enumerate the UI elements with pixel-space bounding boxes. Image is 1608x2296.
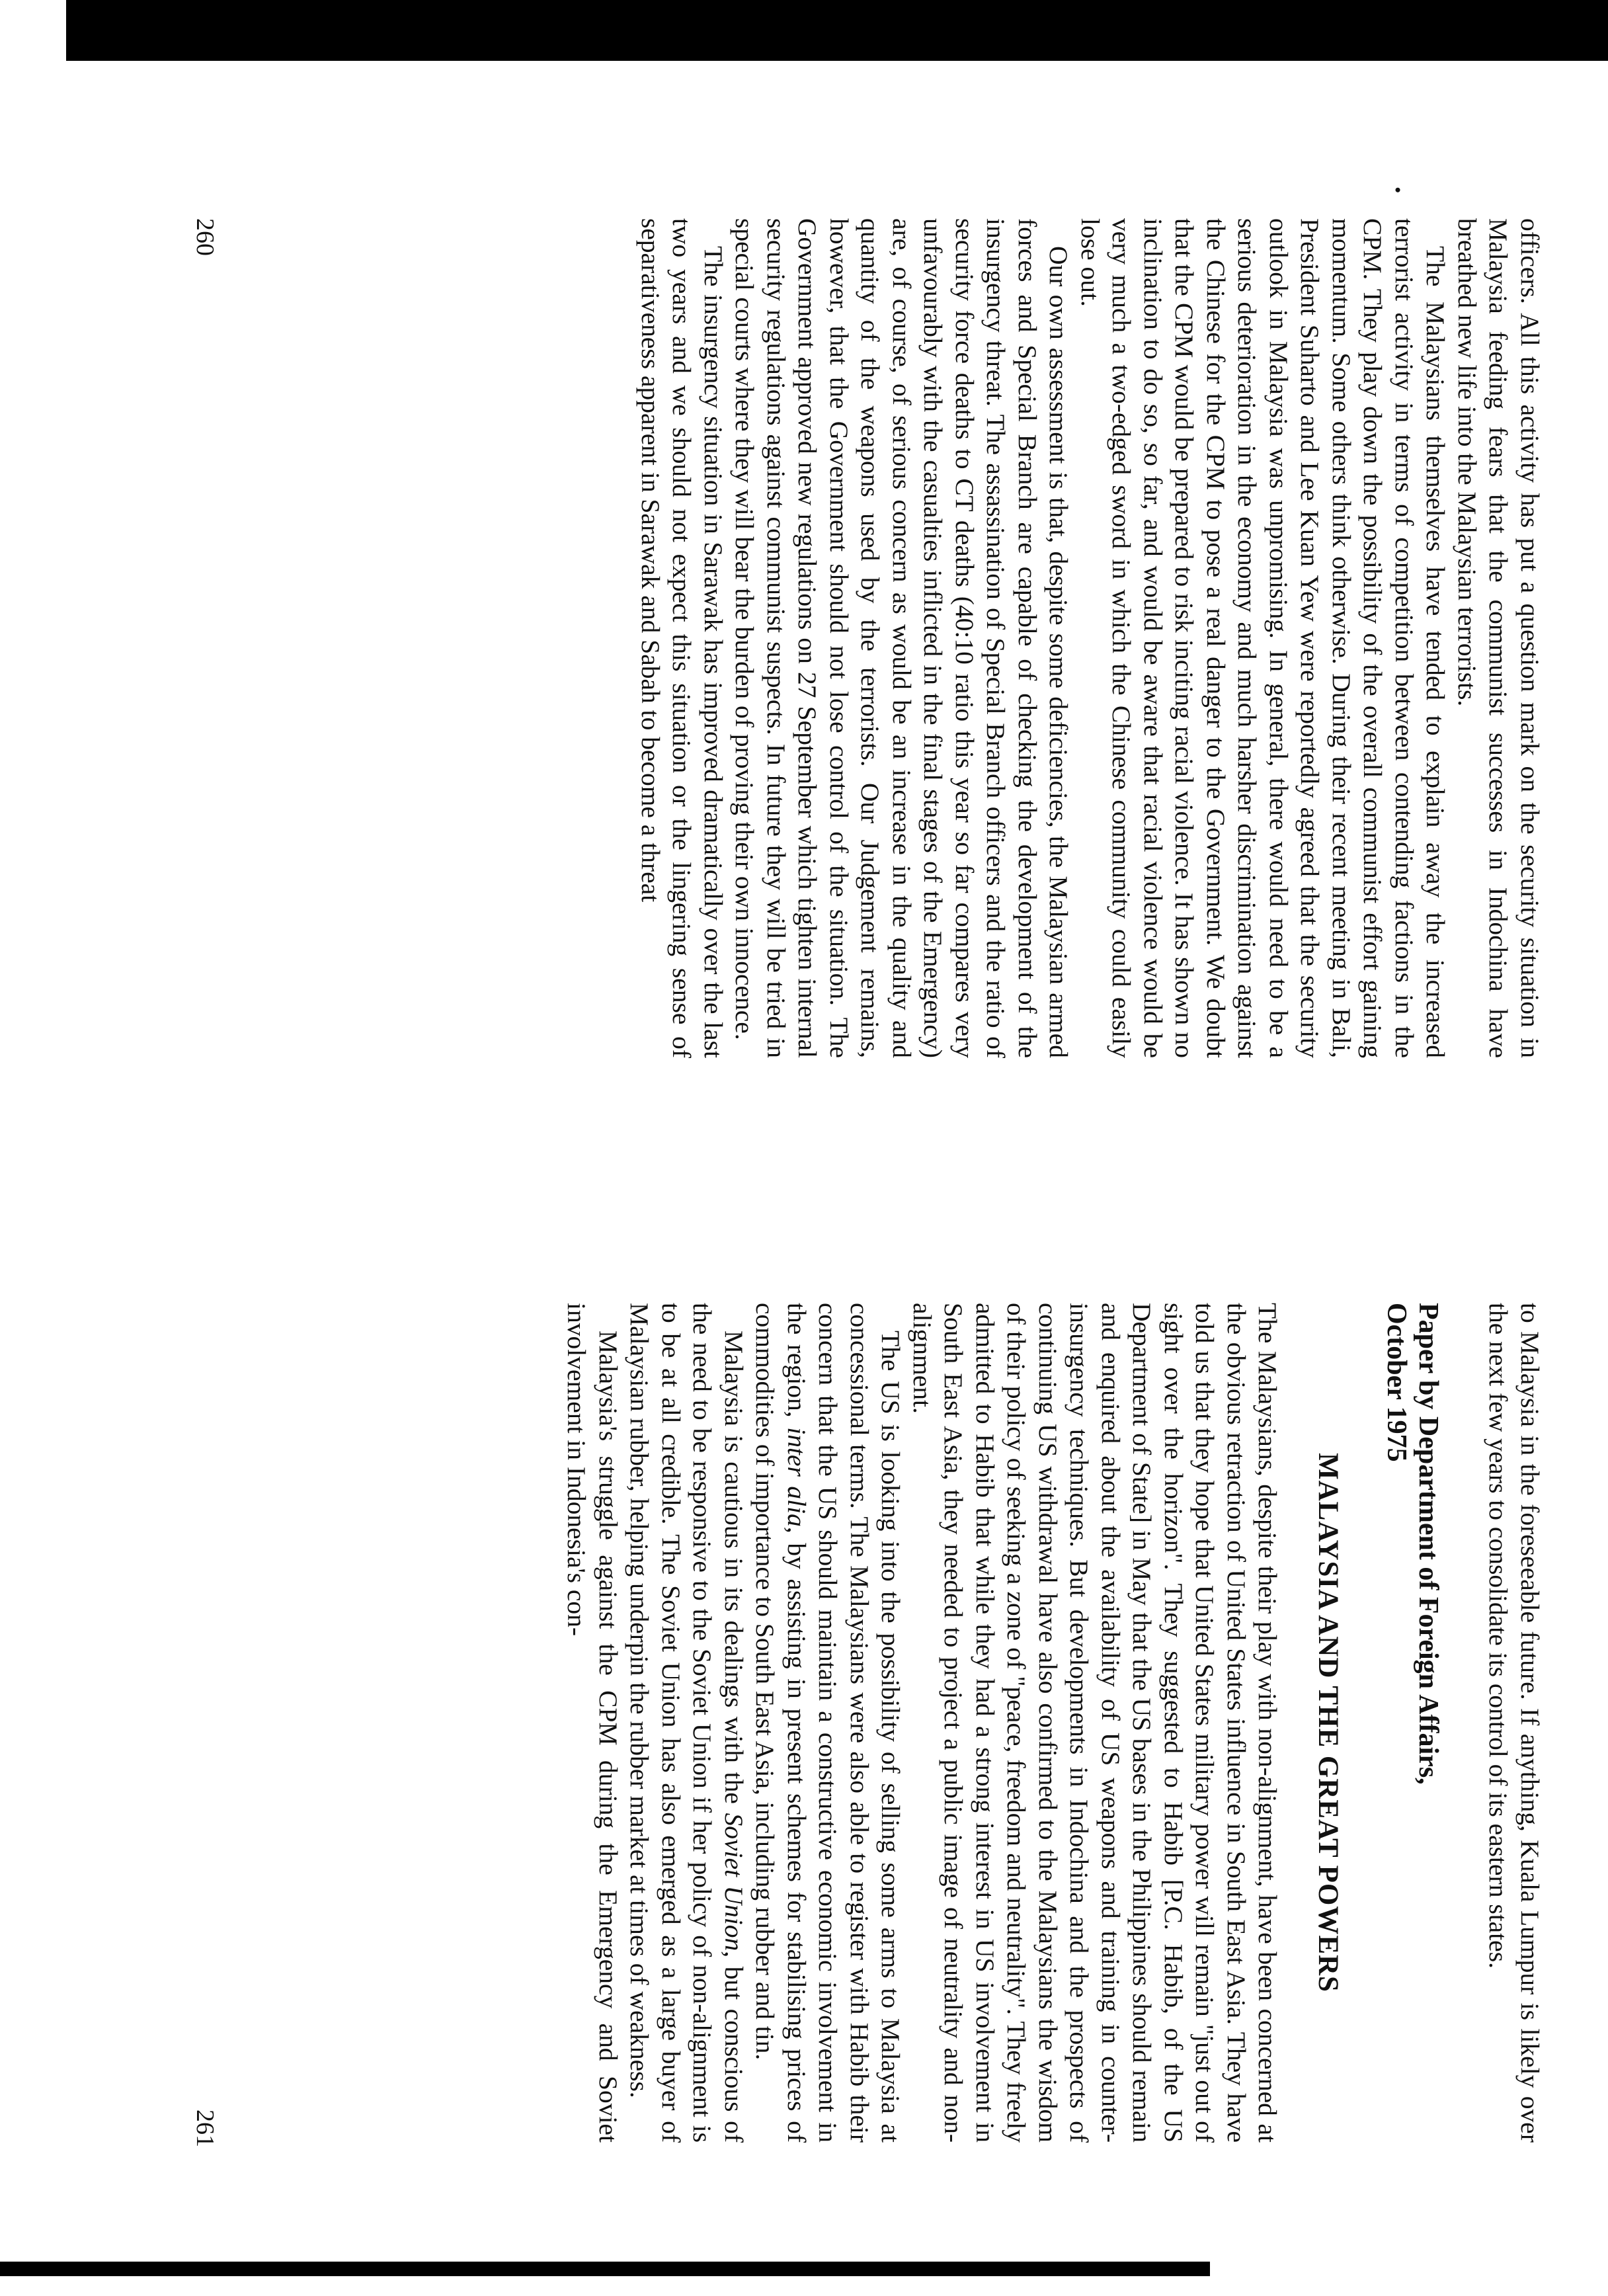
page-number: 261 xyxy=(191,2110,219,2147)
source-line: Paper by Department of Foreign Affairs, xyxy=(1413,1303,1443,1785)
right-text-column xyxy=(561,1303,1545,2143)
paragraph: Our own assessment is that, despite some deficiencies, the Malaysian armed forces and Special Branch are capable of checking the development of the insurgency threat. The assassination of Special Branch officers and the ratio of security force deaths to CT deaths (40:10 ratio this year so far compares very unfavourably with the casualties inflicted in the final stages of the Emergency) are, of course, of serious concern as would be an increase in the quality and quantity of the weapons used by the terrorists. Our Judgement remains, however, that the Government should not lose control of the situation. The Government approved new regulations on 27 September which tighten internal security regulations against communist suspects. In future they will be tried in special courts where they will bear the burden of proving their own innocence. xyxy=(730,218,1074,1058)
paragraph: The Malaysians, despite their play with non-alignment, have been concerned at the obvious retraction of United States influence in South East Asia. They have told us that they hope that United States military power will remain "just out of sight over the horizon". They suggested to Habib [P.C. Habib, of the US Department of State] in May that the US bases in the Philippines should remain and enquired about the availability of US weapons and training in counter-insurgency techniques. But developments in Indochina and the prospects of continuing US withdrawal have also confirmed to the Malaysians the wisdom of their policy of seeking a zone of "peace, freedom and neutrality". They freely admitted to Habib that while they had a strong interest in US involvement in South East Asia, they needed to project a public image of neutrality and non-alignment. xyxy=(908,1303,1283,2143)
italic-term: Soviet Union xyxy=(719,1813,748,1951)
italic-term: inter alia xyxy=(782,1427,811,1527)
left-text-column xyxy=(635,186,1546,1058)
margin-mark: • xyxy=(1387,186,1408,194)
text-run: The US is looking into the possibility of selling some arms to Malaysia at concessional terms. The Malaysians were also able to register with Habib their concern that the US should maintain a constructive economic involvement in the region, xyxy=(782,1303,906,2143)
paragraph xyxy=(623,1303,749,2143)
page-260 xyxy=(0,186,1608,1144)
paragraph: to Malaysia in the foreseeable future. If anything, Kuala Lumpur is likely over the next few years to consolidate its control of its eastern states. xyxy=(1484,1303,1545,2143)
section-title: MALAYSIA AND THE GREAT POWERS xyxy=(1312,1453,1344,1992)
paragraph: Malaysia's struggle against the CPM during the Emergency and Soviet involvement in Indonesia's con- xyxy=(562,1303,623,2143)
paragraph: officers. All this activity has put a question mark on the security situation in Malaysia feeding fears that the communist successes in Indochina have breathed new life into the Malaysian terrorists. xyxy=(1453,218,1545,1058)
paragraph: The insurgency situation in Sarawak has improved dramatically over the last two years and we should not expect this situation or the lingering sense of separativeness apparent in Sarawak and Sabah to become a threat xyxy=(636,218,728,1058)
source-date: October 1975 xyxy=(1381,1303,1412,1462)
paragraph xyxy=(749,1303,906,2143)
text-run: Malaysia is cautious in its dealings with the xyxy=(719,1331,748,1813)
text-run: , by assisting in present schemes for stabilising prices of commodities of importance to South East Asia, including rubber and tin. xyxy=(750,1303,811,2143)
page-261 xyxy=(0,1296,1608,2222)
text-run: , but conscious of the need to be responsive to the Soviet Union if her policy of non-alignment is to be at all credible. The Soviet Union has also emerged as a large buyer of Malaysian rubber, helping underpin the rubber market at times of weakness. xyxy=(625,1303,748,2143)
paragraph: The Malaysians themselves have tended to explain away the increased terrorist activity in terms of competition between contending factions in the CPM. They play down the possibility of the overall communist effort gaining momentum. Some others think otherwise. During their recent meeting in Bali, President Suharto and Lee Kuan Yew were reportedly agreed that the security outlook in Malaysia was unpromising. In general, there would need to be a serious deterioration in the economy and much harsher discrimination against the Chinese for the CPM to pose a real danger to the Government. We doubt that the CPM would be prepared to risk inciting racial violence. It has shown no inclination to do so, so far, and would be aware that racial violence would be very much a two-edged sword in which the Chinese community could easily lose out. xyxy=(1076,218,1451,1058)
paper-source xyxy=(1381,1303,1444,2143)
page-number: 260 xyxy=(191,218,219,256)
